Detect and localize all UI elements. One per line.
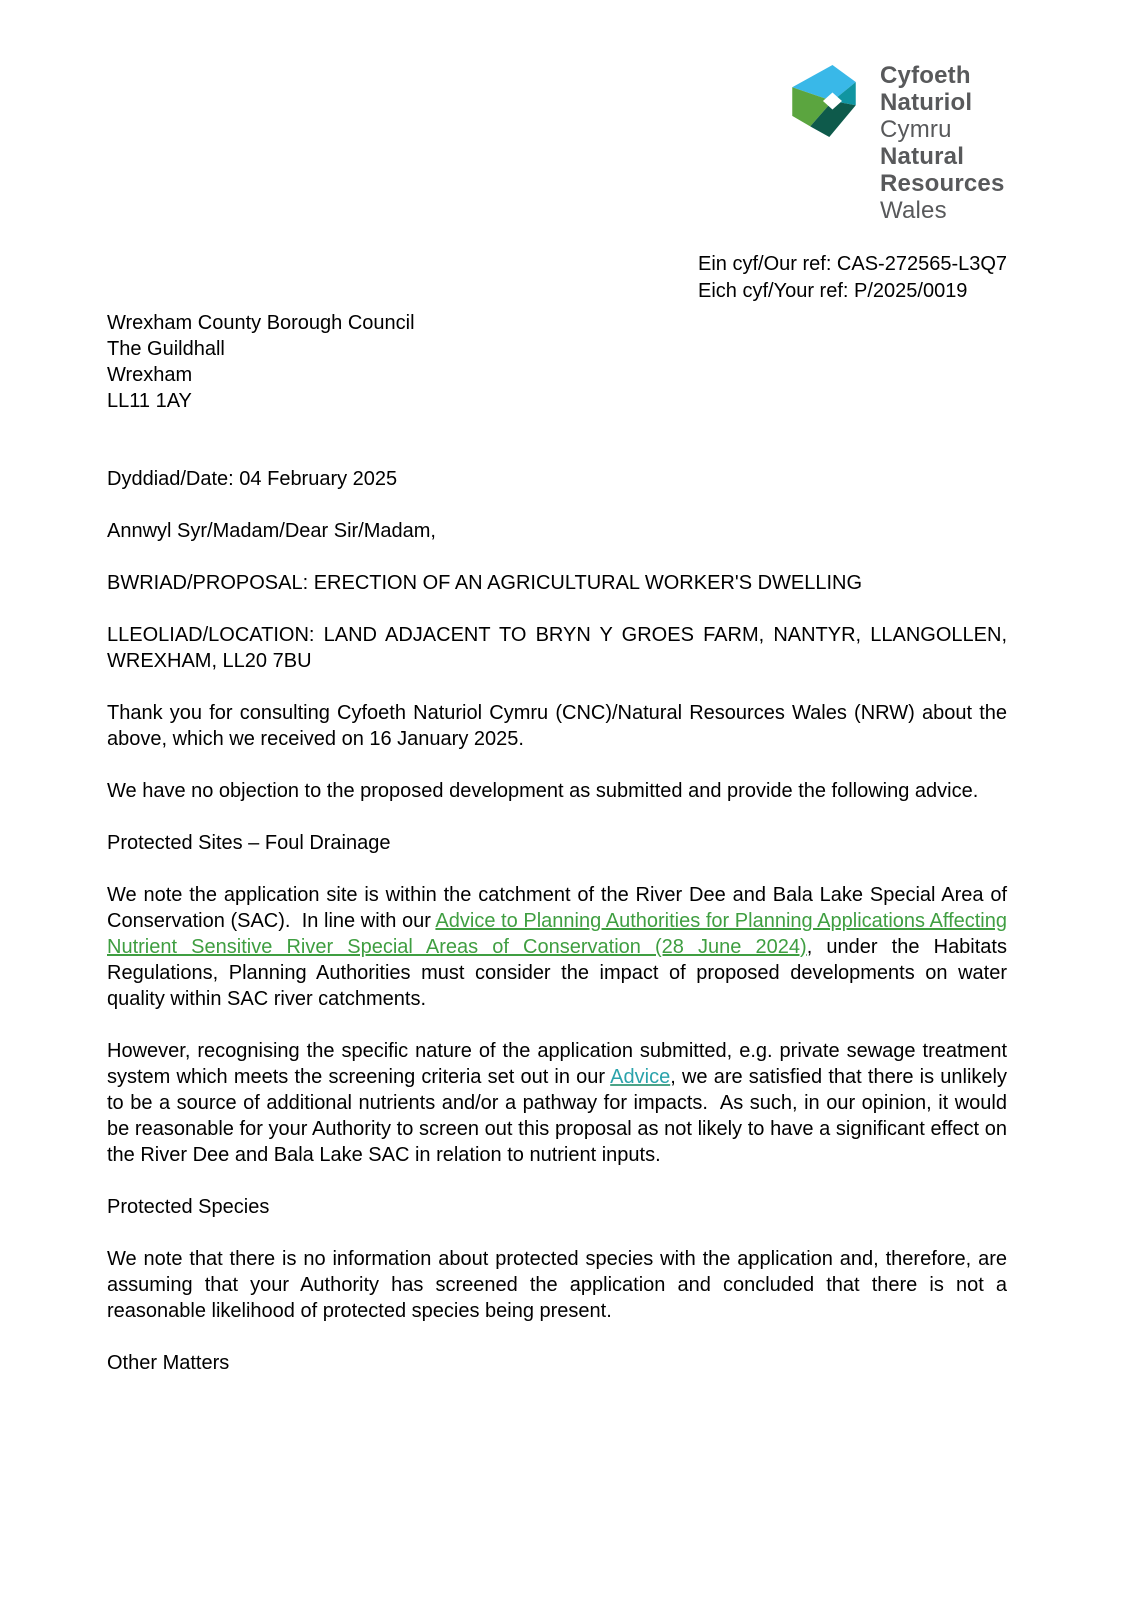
protected-sites-text-post: , under the Habitats Regulations, Planning Authorities must consider the impact of proposed developments on water quality within SAC river catchments.: [107, 936, 1007, 1010]
logo-line-naturiol: Naturiol: [880, 89, 973, 116]
heading-other-matters: Other Matters: [107, 1352, 230, 1374]
salutation-line: Annwyl Syr/Madam/Dear Sir/Madam,: [107, 520, 436, 542]
logo-line-natural: Natural: [880, 143, 965, 170]
nrw-logo-icon: [792, 65, 856, 137]
heading-protected-species: Protected Species: [107, 1196, 270, 1218]
location-line: LLEOLIAD/LOCATION: LAND ADJACENT TO BRYN Y GROES FARM, NANTYR, LLANGOLLEN, WREXHAM, LL20 7BU: [107, 624, 1007, 672]
logo-line-wales: Wales: [880, 197, 947, 224]
nrw-logo-wordmark: [880, 62, 1005, 224]
para-protected-sites: [107, 882, 1007, 1012]
your-ref-line: Eich cyf/Your ref: P/2025/0019: [698, 280, 968, 302]
para-no-objection: We have no objection to the proposed development as submitted and provide the following advice.: [107, 780, 979, 802]
advice-link[interactable]: Advice: [610, 1066, 671, 1088]
logo-line-resources: Resources: [880, 170, 1005, 197]
logo-line-cyfoeth: Cyfoeth: [880, 62, 971, 89]
recipient-line-2: The Guildhall: [107, 338, 225, 360]
our-ref-line: Ein cyf/Our ref: CAS-272565-L3Q7: [698, 253, 1008, 275]
recipient-line-3: Wrexham: [107, 364, 193, 386]
nrw-logo: [792, 62, 1005, 224]
proposal-line: BWRIAD/PROPOSAL: ERECTION OF AN AGRICULTURAL WORKER'S DWELLING: [107, 572, 863, 594]
however-text-post: , we are satisfied that there is unlikely to be a source of additional nutrients and/or a pathway for impacts. As such, in our opinion, it would be reasonable for your Authority to screen out this proposal as not likely to have a significant effect on the River Dee and Bala Lake SAC in relation to nutrient inputs.: [107, 1066, 1007, 1166]
heading-protected-sites: Protected Sites – Foul Drainage: [107, 832, 391, 854]
para-however: [107, 1038, 1007, 1168]
letter-body: [107, 466, 1007, 1402]
logo-line-cymru: Cymru: [880, 116, 952, 143]
recipient-line-1: Wrexham County Borough Council: [107, 312, 415, 334]
para-protected-species: We note that there is no information about protected species with the application and, therefore, are assuming that your Authority has screened the application and concluded that there is not a reasonable likelihood of protected species being present.: [107, 1248, 1007, 1322]
recipient-address: [107, 310, 415, 414]
reference-block: [698, 251, 1007, 305]
however-text-pre: However, recognising the specific nature of the application submitted, e.g. private sewage treatment system which meets the screening criteria set out in our: [107, 1040, 1007, 1088]
para-thank-you: Thank you for consulting Cyfoeth Naturiol Cymru (CNC)/Natural Resources Wales (NRW) about the above, which we received on 16 January 2025.: [107, 702, 1007, 750]
protected-sites-text-pre: We note the application site is within the catchment of the River Dee and Bala Lake Special Area of Conservation (SAC). In line with our: [107, 884, 1007, 932]
advice-planning-authorities-link[interactable]: Advice to Planning Authorities for Planning Applications Affecting Nutrient Sensitive River Special Areas of Conservation (28 June 2024): [107, 910, 1007, 958]
date-line: Dyddiad/Date: 04 February 2025: [107, 468, 398, 490]
recipient-line-4: LL11 1AY: [107, 390, 192, 412]
